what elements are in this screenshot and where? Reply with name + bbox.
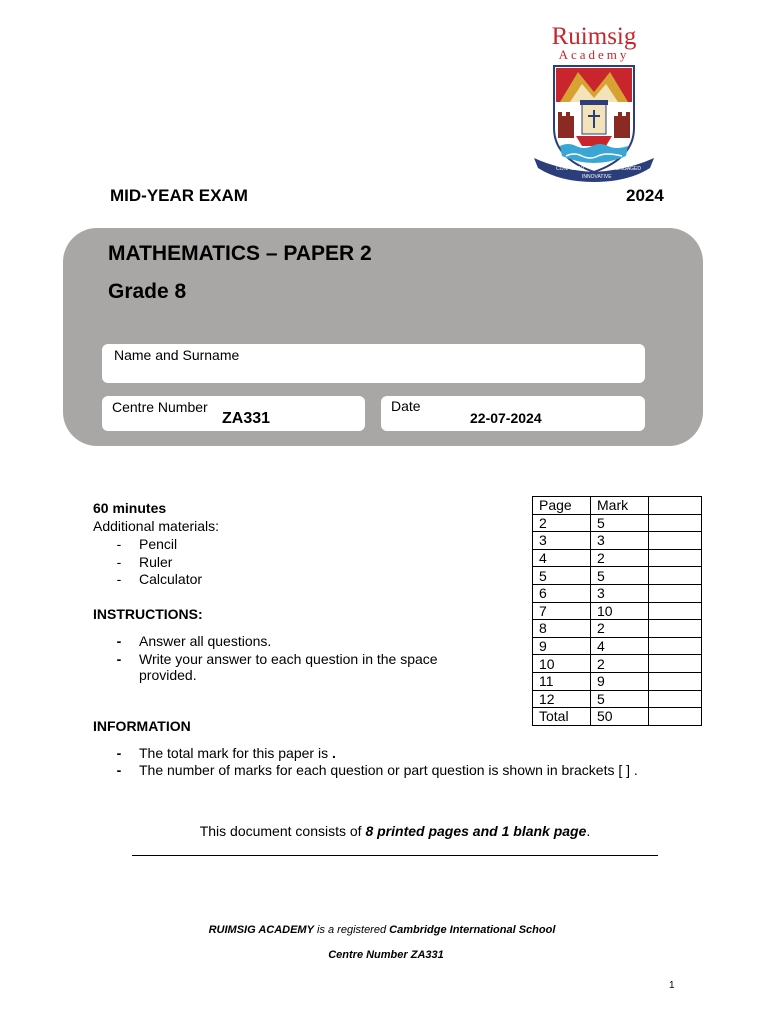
date-label: Date bbox=[391, 398, 421, 414]
table-row bbox=[533, 602, 702, 620]
header-cell: Mark bbox=[591, 497, 649, 515]
page-cell: 9 bbox=[533, 637, 591, 655]
centre-number-value: ZA331 bbox=[222, 410, 271, 427]
table-row bbox=[533, 690, 702, 708]
table-row bbox=[533, 567, 702, 585]
score-cell[interactable] bbox=[649, 620, 702, 638]
dash: - bbox=[116, 571, 122, 587]
score-cell[interactable] bbox=[649, 708, 702, 726]
divider-line bbox=[132, 855, 658, 856]
table-row bbox=[533, 584, 702, 602]
page-cell: 11 bbox=[533, 672, 591, 690]
name-field[interactable] bbox=[102, 344, 645, 383]
instruction-item: Write your answer to each question in the space bbox=[139, 651, 438, 667]
table-row bbox=[533, 620, 702, 638]
page-number: 1 bbox=[669, 980, 675, 991]
exam-year: 2024 bbox=[626, 186, 664, 205]
mark-cell: 5 bbox=[591, 567, 649, 585]
instructions-heading: INSTRUCTIONS: bbox=[93, 606, 203, 622]
total-label-cell: Total bbox=[533, 708, 591, 726]
date-field bbox=[381, 396, 645, 431]
table-row bbox=[533, 637, 702, 655]
bullet: - bbox=[116, 762, 122, 778]
score-cell[interactable] bbox=[649, 637, 702, 655]
score-cell[interactable] bbox=[649, 514, 702, 532]
information-item-text: The total mark for this paper is bbox=[139, 745, 332, 761]
grade-title: Grade 8 bbox=[108, 280, 187, 303]
page-cell: 4 bbox=[533, 549, 591, 567]
score-cell[interactable] bbox=[649, 584, 702, 602]
mark-cell: 3 bbox=[591, 584, 649, 602]
page-cell: 12 bbox=[533, 690, 591, 708]
page-cell: 10 bbox=[533, 655, 591, 673]
name-label: Name and Surname bbox=[114, 347, 240, 363]
bullet: - bbox=[116, 633, 122, 649]
mark-cell: 5 bbox=[591, 690, 649, 708]
logo-title: Ruimsig bbox=[551, 23, 637, 50]
score-cell[interactable] bbox=[649, 655, 702, 673]
page-cell: 5 bbox=[533, 567, 591, 585]
marks-table bbox=[532, 496, 702, 726]
footer-centre-number: Centre Number ZA331 bbox=[328, 949, 444, 961]
school-logo bbox=[528, 22, 660, 188]
mark-cell: 2 bbox=[591, 655, 649, 673]
logo-subtitle: Academy bbox=[558, 47, 630, 62]
motto-center: INNOVATIVE bbox=[582, 174, 612, 180]
page-cell: 7 bbox=[533, 602, 591, 620]
mark-cell: 2 bbox=[591, 549, 649, 567]
instruction-item: Answer all questions. bbox=[139, 633, 272, 649]
document-info-suffix: . bbox=[586, 823, 591, 839]
date-value: 22-07-2024 bbox=[470, 410, 542, 426]
centre-number-field bbox=[102, 396, 365, 431]
table-row bbox=[533, 655, 702, 673]
page-cell: 8 bbox=[533, 620, 591, 638]
footer-registration bbox=[0, 924, 766, 936]
information-heading: INFORMATION bbox=[93, 718, 191, 734]
information-item: The number of marks for each question or part question is shown in brackets [ ] . bbox=[139, 762, 638, 778]
exam-title: MID-YEAR EXAM bbox=[110, 186, 248, 205]
table-row bbox=[533, 514, 702, 532]
mark-cell: 2 bbox=[591, 620, 649, 638]
footer-cambridge: Cambridge International School bbox=[389, 924, 556, 936]
instruction-item: provided. bbox=[139, 667, 197, 683]
bullet: - bbox=[116, 745, 122, 761]
table-row bbox=[533, 549, 702, 567]
crest-icon bbox=[530, 58, 658, 184]
score-cell[interactable] bbox=[649, 567, 702, 585]
page-cell: 6 bbox=[533, 584, 591, 602]
subject-title: MATHEMATICS – PAPER 2 bbox=[108, 242, 372, 265]
score-cell[interactable] bbox=[649, 672, 702, 690]
mark-cell: 5 bbox=[591, 514, 649, 532]
table-row bbox=[533, 672, 702, 690]
material-item: Pencil bbox=[139, 536, 178, 552]
document-info bbox=[0, 823, 768, 839]
mark-cell: 10 bbox=[591, 602, 649, 620]
footer-mid: is a registered bbox=[313, 924, 390, 936]
table-header-row bbox=[533, 497, 702, 515]
dash: - bbox=[116, 536, 122, 552]
motto-right: ENGAGED bbox=[616, 166, 642, 172]
page-cell: 3 bbox=[533, 532, 591, 550]
table-total-row bbox=[533, 708, 702, 726]
motto-left: CONFIDENT bbox=[556, 166, 586, 172]
footer-school: RUIMSIG ACADEMY bbox=[208, 924, 314, 936]
score-cell[interactable] bbox=[649, 497, 702, 515]
mark-cell: 9 bbox=[591, 672, 649, 690]
information-item bbox=[139, 745, 336, 761]
document-info-prefix: This document consists of bbox=[199, 823, 366, 839]
mark-cell: 4 bbox=[591, 637, 649, 655]
score-cell[interactable] bbox=[649, 602, 702, 620]
bullet: - bbox=[116, 651, 122, 667]
score-cell[interactable] bbox=[649, 549, 702, 567]
centre-number-label: Centre Number bbox=[112, 399, 208, 415]
dash: - bbox=[116, 554, 122, 570]
material-item: Calculator bbox=[139, 571, 203, 587]
score-cell[interactable] bbox=[649, 532, 702, 550]
mark-cell: 3 bbox=[591, 532, 649, 550]
information-item-emphasis: . bbox=[331, 745, 336, 761]
table-row bbox=[533, 532, 702, 550]
header-cell: Page bbox=[533, 497, 591, 515]
page-cell: 2 bbox=[533, 514, 591, 532]
material-item: Ruler bbox=[139, 554, 173, 570]
total-value-cell: 50 bbox=[591, 708, 649, 726]
document-info-pages: 8 printed pages and 1 blank page bbox=[365, 823, 587, 839]
duration: 60 minutes bbox=[93, 500, 167, 516]
score-cell[interactable] bbox=[649, 690, 702, 708]
materials-label: Additional materials: bbox=[93, 518, 220, 534]
